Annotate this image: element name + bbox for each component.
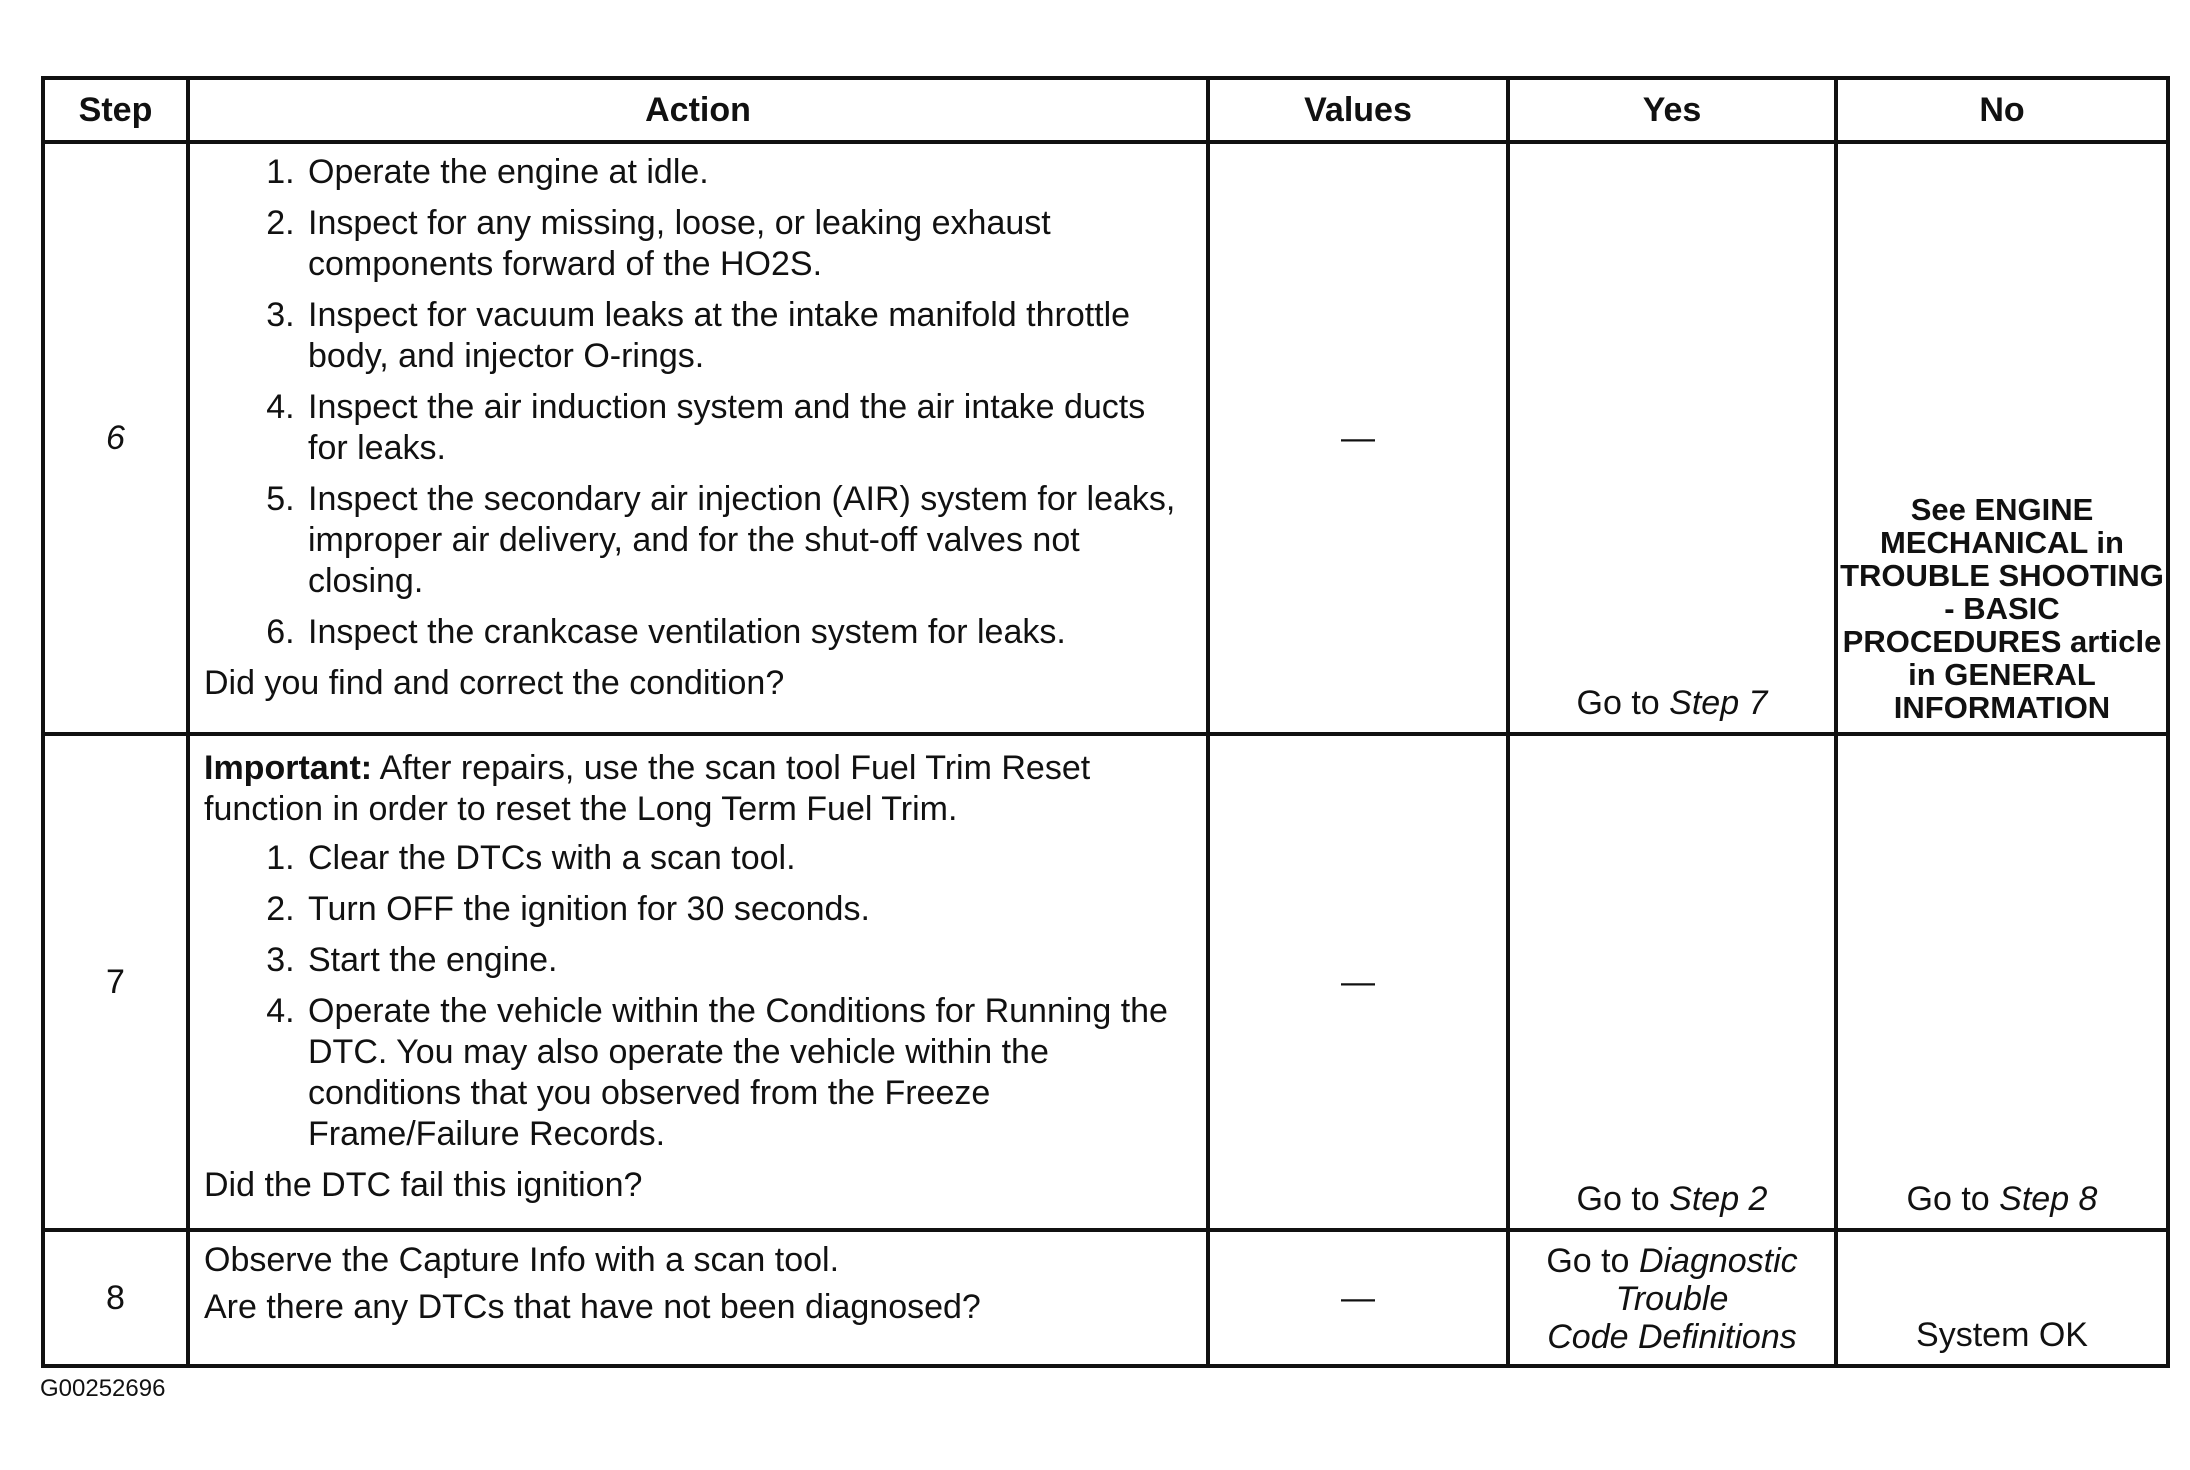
list-item: 1. Clear the DTCs with a scan tool. bbox=[304, 838, 1192, 879]
step-number: 7 bbox=[106, 962, 125, 1001]
header-step: Step bbox=[43, 78, 188, 142]
yes-cell bbox=[1508, 1230, 1836, 1366]
values-cell: — bbox=[1208, 1230, 1508, 1366]
yes-dtc-link-line1[interactable]: Diagnostic bbox=[1638, 1242, 1798, 1280]
values-cell: — bbox=[1208, 734, 1508, 1230]
question-text: Are there any DTCs that have not been diagnosed? bbox=[204, 1288, 981, 1326]
yes-cell bbox=[1508, 734, 1836, 1230]
list-item: 3. Inspect for vacuum leaks at the intake manifold throttle body, and injector O-rings. bbox=[304, 295, 1192, 377]
important-label: Important: bbox=[204, 749, 373, 787]
question-text: Did you find and correct the condition? bbox=[204, 664, 785, 702]
list-item: 2. Inspect for any missing, loose, or leaking exhaust components forward of the HO2S. bbox=[304, 203, 1192, 285]
action-text: Observe the Capture Info with a scan tool. bbox=[204, 1241, 840, 1279]
list-item: 5. Inspect the secondary air injection (AIR) system for leaks, improper air delivery, and for the shut-off valves not closing. bbox=[304, 479, 1192, 602]
list-item: 6. Inspect the crankcase ventilation system for leaks. bbox=[304, 612, 1192, 653]
no-step-link[interactable]: Step 8 bbox=[1999, 1180, 2098, 1218]
yes-step-link[interactable]: Step 7 bbox=[1669, 684, 1768, 722]
step-number: 6 bbox=[106, 418, 125, 457]
no-cell: System OK bbox=[1836, 1230, 2168, 1366]
no-cell bbox=[1836, 734, 2168, 1230]
action-cell bbox=[188, 142, 1208, 734]
table-row bbox=[43, 734, 2168, 1230]
action-list bbox=[204, 838, 1192, 1155]
list-item: 4. Inspect the air induction system and the air intake ducts for leaks. bbox=[304, 387, 1192, 469]
diagnostic-table bbox=[41, 76, 2170, 1368]
important-text: After repairs, use the scan tool Fuel Trim Reset function in order to reset the Long Term Fuel Trim. bbox=[204, 749, 1091, 828]
yes-dtc-link-line2[interactable]: Trouble bbox=[1615, 1280, 1729, 1318]
header-action: Action bbox=[188, 78, 1208, 142]
question-text: Did the DTC fail this ignition? bbox=[204, 1166, 643, 1204]
header-values: Values bbox=[1208, 78, 1508, 142]
yes-cell bbox=[1508, 142, 1836, 734]
yes-prefix: Go to bbox=[1576, 684, 1660, 722]
table-row bbox=[43, 1230, 2168, 1366]
yes-prefix: Go to bbox=[1546, 1242, 1630, 1280]
yes-prefix: Go to bbox=[1576, 1180, 1660, 1218]
step-number: 8 bbox=[106, 1278, 125, 1317]
no-cell: See ENGINE MECHANICAL in TROUBLE SHOOTING - BASIC PROCEDURES article in GENERAL INFORMATION bbox=[1836, 142, 2168, 734]
yes-step-link[interactable]: Step 2 bbox=[1669, 1180, 1768, 1218]
yes-dtc-link-line3[interactable]: Code Definitions bbox=[1547, 1318, 1797, 1356]
no-prefix: Go to bbox=[1906, 1180, 1990, 1218]
header-no: No bbox=[1836, 78, 2168, 142]
header-yes: Yes bbox=[1508, 78, 1836, 142]
step-number-cell bbox=[43, 142, 188, 734]
step-number-cell bbox=[43, 734, 188, 1230]
table-row bbox=[43, 142, 2168, 734]
step-number-cell bbox=[43, 1230, 188, 1366]
list-item: 4. Operate the vehicle within the Conditions for Running the DTC. You may also operate the vehicle within the conditions that you observed from the Freeze Frame/Failure Records. bbox=[304, 991, 1192, 1155]
table-header-row bbox=[43, 78, 2168, 142]
action-cell bbox=[188, 1230, 1208, 1366]
action-list bbox=[204, 152, 1192, 653]
list-item: 3. Start the engine. bbox=[304, 940, 1192, 981]
values-cell: — bbox=[1208, 142, 1508, 734]
action-cell bbox=[188, 734, 1208, 1230]
figure-id: G00252696 bbox=[40, 1375, 166, 1402]
important-note bbox=[204, 748, 1192, 830]
list-item: 2. Turn OFF the ignition for 30 seconds. bbox=[304, 889, 1192, 930]
list-item: 1. Operate the engine at idle. bbox=[304, 152, 1192, 193]
